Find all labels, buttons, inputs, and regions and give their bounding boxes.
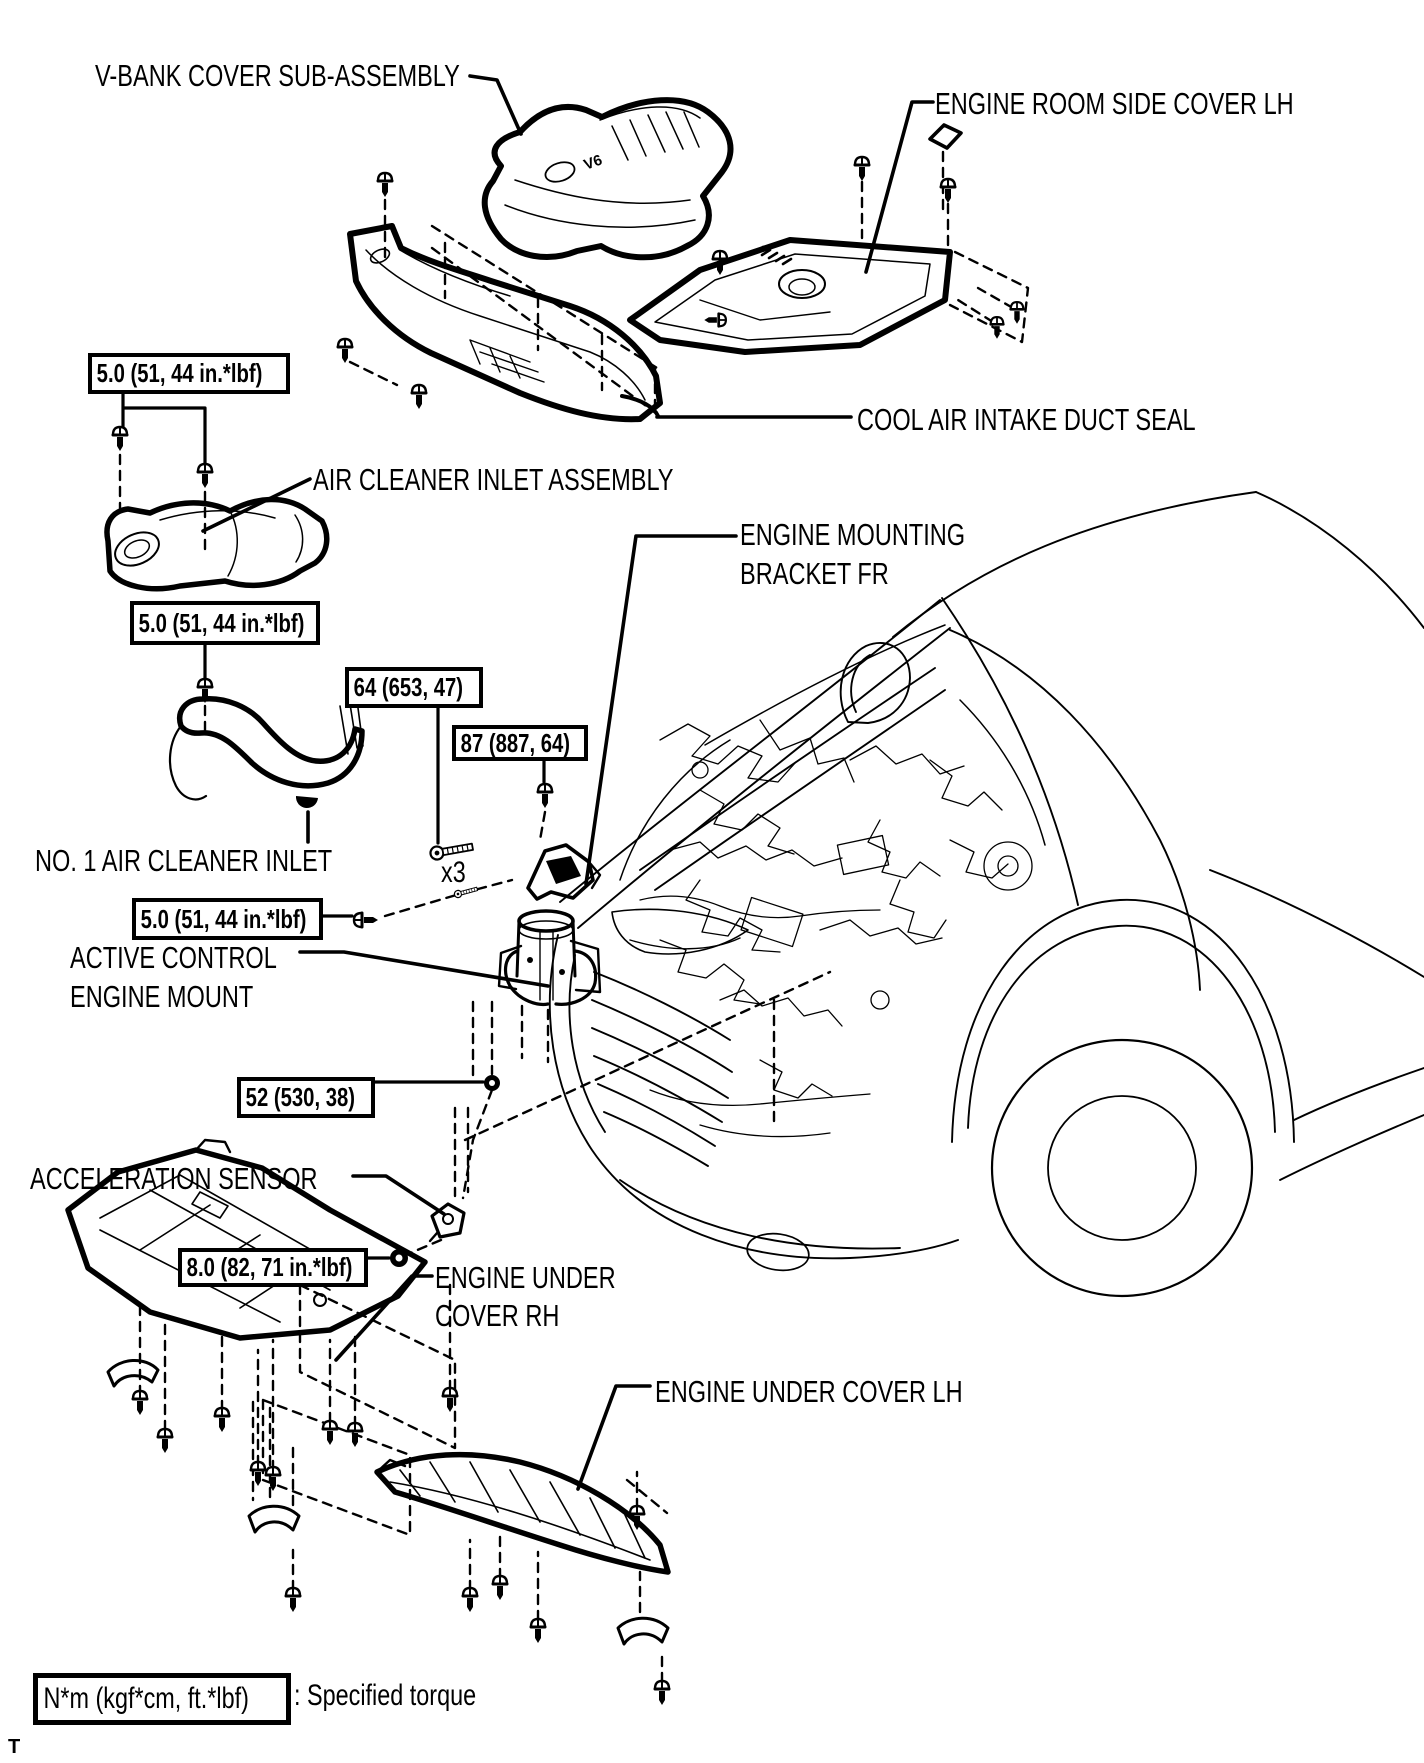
torque-box-5nm-mid [130, 601, 320, 645]
label-active-control-line1: ACTIVE CONTROL [70, 940, 277, 975]
label-engine-under-cover-lh: ENGINE UNDER COVER LH [655, 1374, 963, 1409]
label-engine-room-side-cover: ENGINE ROOM SIDE COVER LH [935, 86, 1294, 121]
torque-value: 64 (653, 47) [353, 672, 464, 702]
torque-box-52nm [237, 1077, 375, 1118]
torque-box-64nm [345, 667, 483, 708]
screw-icon [266, 1467, 280, 1491]
screw-icon [463, 1588, 477, 1612]
torque-value: 52 (530, 38) [245, 1082, 356, 1112]
label-cool-air-intake-duct-seal: COOL AIR INTAKE DUCT SEAL [857, 402, 1196, 437]
torque-box-87nm [452, 725, 588, 761]
torque-value: 8.0 (82, 71 in.*lbf) [186, 1252, 353, 1282]
car-front-outline-drawing [550, 492, 1424, 1296]
engine-bay-detail-drawing [640, 625, 1032, 1137]
svg-text:V6: V6 [581, 151, 605, 174]
no1-air-cleaner-inlet-drawing [170, 699, 363, 808]
torque-value: 5.0 (51, 44 in.*lbf) [140, 903, 307, 934]
label-acceleration-sensor: ACCELERATION SENSOR [30, 1161, 318, 1196]
torque-leader-lines [123, 388, 544, 1258]
torque-value: 5.0 (51, 44 in.*lbf) [96, 358, 263, 388]
label-active-control-line2: ENGINE MOUNT [70, 979, 254, 1014]
label-engine-mounting-bracket-line2: BRACKET FR [740, 556, 889, 591]
label-engine-under-cover-rh-line2: COVER RH [435, 1298, 560, 1333]
torque-box-8nm [178, 1248, 368, 1287]
screw-icon [133, 1391, 147, 1415]
torque-box-5nm-low [132, 898, 323, 940]
torque-box-5nm-top [88, 353, 290, 394]
engine-room-side-cover-drawing [630, 125, 961, 352]
label-multiplier-x3: x3 [441, 856, 466, 889]
screw-icon [286, 1588, 300, 1612]
grommet-icon [390, 1249, 408, 1267]
screw-icon [655, 1681, 669, 1705]
legend-torque-unit-box [33, 1673, 291, 1725]
legend-description: : Specified torque [294, 1679, 477, 1712]
screw-icon [338, 339, 352, 363]
screw-icon [538, 784, 552, 808]
screw-icon [378, 173, 392, 197]
torque-value: 87 (887, 64) [460, 727, 571, 758]
screw-icon [412, 385, 426, 409]
screw-icon [158, 1429, 172, 1453]
screw-icon [198, 464, 212, 488]
air-cleaner-inlet-assembly-drawing [107, 499, 327, 588]
screw-icon [323, 1421, 337, 1445]
clip-icon [704, 314, 726, 327]
label-engine-mounting-bracket-line1: ENGINE MOUNTING [740, 517, 966, 552]
v-bank-cover-drawing [485, 100, 731, 257]
screw-icon [531, 1619, 545, 1643]
screw-icon [1011, 302, 1024, 324]
page-marker: T [8, 1736, 21, 1758]
screw-icon [354, 913, 378, 927]
screw-icon [113, 427, 127, 451]
label-no1-air-cleaner-inlet: NO. 1 AIR CLEANER INLET [35, 843, 333, 878]
screw-icon [493, 1576, 507, 1600]
torque-value: 5.0 (51, 44 in.*lbf) [138, 607, 305, 638]
label-air-cleaner-inlet-assembly: AIR CLEANER INLET ASSEMBLY [313, 462, 674, 497]
label-v-bank-cover: V-BANK COVER SUB-ASSEMBLY [95, 58, 460, 93]
label-engine-under-cover-rh-line1: ENGINE UNDER [435, 1260, 616, 1295]
nut-icon [484, 1075, 500, 1091]
screw-icon [855, 157, 869, 181]
legend-units: N*m (kgf*cm, ft.*lbf) [43, 1682, 249, 1715]
engine-under-cover-lh-drawing [377, 1455, 668, 1572]
screw-icon [215, 1408, 229, 1432]
bracket-small-drawings [108, 1360, 668, 1644]
